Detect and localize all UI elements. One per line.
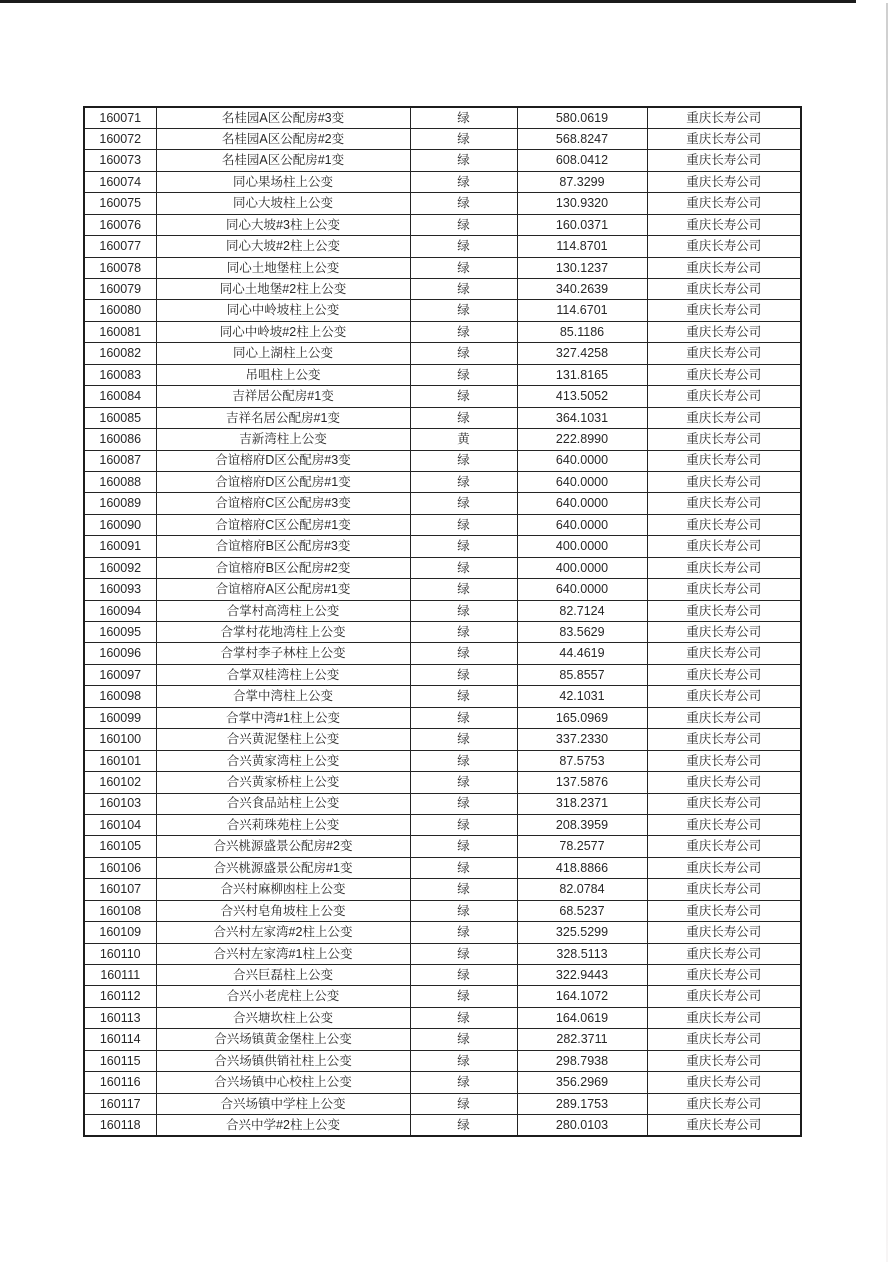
cell-name: 合兴巨磊柱上公变 (156, 965, 410, 986)
cell-status: 绿 (410, 879, 517, 900)
table-row (84, 879, 801, 900)
table-row (84, 814, 801, 835)
cell-id: 160103 (84, 793, 156, 814)
cell-name: 合谊榕府B区公配房#3变 (156, 536, 410, 557)
cell-value: 44.4619 (517, 643, 647, 664)
cell-id: 160106 (84, 857, 156, 878)
cell-value: 85.8557 (517, 664, 647, 685)
cell-status: 绿 (410, 600, 517, 621)
cell-status: 绿 (410, 622, 517, 643)
cell-name: 合掌中湾#1柱上公变 (156, 707, 410, 728)
cell-company: 重庆长寿公司 (647, 1050, 801, 1071)
cell-status: 绿 (410, 407, 517, 428)
cell-status: 绿 (410, 236, 517, 257)
cell-company: 重庆长寿公司 (647, 836, 801, 857)
cell-status: 绿 (410, 536, 517, 557)
cell-status: 绿 (410, 150, 517, 171)
cell-name: 同心土地堡柱上公变 (156, 257, 410, 278)
cell-status: 绿 (410, 214, 517, 235)
cell-company: 重庆长寿公司 (647, 814, 801, 835)
cell-company: 重庆长寿公司 (647, 257, 801, 278)
cell-name: 合兴桃源盛景公配房#2变 (156, 836, 410, 857)
cell-value: 640.0000 (517, 579, 647, 600)
table-row (84, 128, 801, 149)
cell-company: 重庆长寿公司 (647, 407, 801, 428)
table-row (84, 386, 801, 407)
cell-name: 合谊榕府B区公配房#2变 (156, 557, 410, 578)
cell-name: 合兴莉珠苑柱上公变 (156, 814, 410, 835)
cell-name: 合兴村左家湾#1柱上公变 (156, 943, 410, 964)
table-row (84, 257, 801, 278)
cell-company: 重庆长寿公司 (647, 321, 801, 342)
cell-status: 绿 (410, 364, 517, 385)
cell-value: 640.0000 (517, 471, 647, 492)
cell-id: 160108 (84, 900, 156, 921)
cell-value: 87.3299 (517, 171, 647, 192)
cell-value: 114.8701 (517, 236, 647, 257)
cell-name: 合兴黄家桥柱上公变 (156, 772, 410, 793)
cell-id: 160080 (84, 300, 156, 321)
cell-name: 合掌中湾柱上公变 (156, 686, 410, 707)
cell-company: 重庆长寿公司 (647, 622, 801, 643)
cell-status: 黄 (410, 429, 517, 450)
cell-name: 同心土地堡#2柱上公变 (156, 279, 410, 300)
cell-name: 合谊榕府D区公配房#1变 (156, 471, 410, 492)
cell-company: 重庆长寿公司 (647, 707, 801, 728)
cell-status: 绿 (410, 450, 517, 471)
cell-company: 重庆长寿公司 (647, 364, 801, 385)
cell-status: 绿 (410, 128, 517, 149)
cell-value: 137.5876 (517, 772, 647, 793)
cell-status: 绿 (410, 986, 517, 1007)
table-body (84, 107, 801, 1136)
cell-company: 重庆长寿公司 (647, 879, 801, 900)
cell-value: 164.1072 (517, 986, 647, 1007)
cell-company: 重庆长寿公司 (647, 214, 801, 235)
cell-value: 418.8866 (517, 857, 647, 878)
cell-value: 160.0371 (517, 214, 647, 235)
cell-company: 重庆长寿公司 (647, 579, 801, 600)
table-row (84, 450, 801, 471)
cell-id: 160081 (84, 321, 156, 342)
cell-id: 160084 (84, 386, 156, 407)
cell-name: 合谊榕府C区公配房#1变 (156, 514, 410, 535)
cell-name: 合兴村左家湾#2柱上公变 (156, 922, 410, 943)
cell-company: 重庆长寿公司 (647, 965, 801, 986)
cell-value: 68.5237 (517, 900, 647, 921)
cell-status: 绿 (410, 1029, 517, 1050)
cell-id: 160110 (84, 943, 156, 964)
cell-id: 160114 (84, 1029, 156, 1050)
table-row (84, 150, 801, 171)
cell-company: 重庆长寿公司 (647, 171, 801, 192)
cell-value: 298.7938 (517, 1050, 647, 1071)
cell-value: 608.0412 (517, 150, 647, 171)
cell-value: 130.1237 (517, 257, 647, 278)
cell-value: 87.5753 (517, 750, 647, 771)
scan-right-edge (886, 3, 888, 1262)
cell-id: 160117 (84, 1093, 156, 1114)
cell-id: 160112 (84, 986, 156, 1007)
cell-name: 合掌村高湾柱上公变 (156, 600, 410, 621)
cell-value: 413.5052 (517, 386, 647, 407)
cell-name: 吉新湾柱上公变 (156, 429, 410, 450)
table-row (84, 943, 801, 964)
cell-value: 114.6701 (517, 300, 647, 321)
cell-company: 重庆长寿公司 (647, 1093, 801, 1114)
cell-name: 吉祥名居公配房#1变 (156, 407, 410, 428)
cell-id: 160092 (84, 557, 156, 578)
cell-id: 160074 (84, 171, 156, 192)
cell-status: 绿 (410, 965, 517, 986)
cell-name: 合兴场镇供销社柱上公变 (156, 1050, 410, 1071)
table-row (84, 514, 801, 535)
table-row (84, 622, 801, 643)
cell-status: 绿 (410, 300, 517, 321)
transformer-table (83, 106, 802, 1137)
cell-value: 222.8990 (517, 429, 647, 450)
cell-value: 322.9443 (517, 965, 647, 986)
cell-id: 160102 (84, 772, 156, 793)
cell-name: 同心中岭坡#2柱上公变 (156, 321, 410, 342)
cell-name: 合兴黄家湾柱上公变 (156, 750, 410, 771)
table-row (84, 471, 801, 492)
cell-name: 名桂园A区公配房#3变 (156, 107, 410, 128)
cell-name: 吊咀柱上公变 (156, 364, 410, 385)
cell-id: 160107 (84, 879, 156, 900)
cell-name: 合兴场镇黄金堡柱上公变 (156, 1029, 410, 1050)
cell-status: 绿 (410, 579, 517, 600)
cell-company: 重庆长寿公司 (647, 471, 801, 492)
cell-id: 160101 (84, 750, 156, 771)
cell-company: 重庆长寿公司 (647, 600, 801, 621)
cell-company: 重庆长寿公司 (647, 729, 801, 750)
cell-value: 85.1186 (517, 321, 647, 342)
cell-company: 重庆长寿公司 (647, 1072, 801, 1093)
cell-id: 160078 (84, 257, 156, 278)
cell-id: 160118 (84, 1115, 156, 1136)
cell-name: 合兴桃源盛景公配房#1变 (156, 857, 410, 878)
cell-id: 160086 (84, 429, 156, 450)
cell-company: 重庆长寿公司 (647, 772, 801, 793)
cell-value: 318.2371 (517, 793, 647, 814)
cell-value: 364.1031 (517, 407, 647, 428)
cell-name: 合谊榕府A区公配房#1变 (156, 579, 410, 600)
cell-id: 160113 (84, 1007, 156, 1028)
cell-id: 160072 (84, 128, 156, 149)
cell-company: 重庆长寿公司 (647, 986, 801, 1007)
cell-value: 280.0103 (517, 1115, 647, 1136)
cell-company: 重庆长寿公司 (647, 450, 801, 471)
cell-name: 合兴塘坎柱上公变 (156, 1007, 410, 1028)
cell-company: 重庆长寿公司 (647, 279, 801, 300)
cell-value: 42.1031 (517, 686, 647, 707)
cell-company: 重庆长寿公司 (647, 686, 801, 707)
cell-company: 重庆长寿公司 (647, 793, 801, 814)
table-row (84, 686, 801, 707)
cell-status: 绿 (410, 772, 517, 793)
table-row (84, 536, 801, 557)
table-row (84, 707, 801, 728)
cell-company: 重庆长寿公司 (647, 900, 801, 921)
cell-company: 重庆长寿公司 (647, 386, 801, 407)
cell-name: 合兴食品站柱上公变 (156, 793, 410, 814)
cell-name: 名桂园A区公配房#2变 (156, 128, 410, 149)
cell-value: 82.7124 (517, 600, 647, 621)
cell-status: 绿 (410, 729, 517, 750)
cell-company: 重庆长寿公司 (647, 493, 801, 514)
cell-id: 160088 (84, 471, 156, 492)
cell-company: 重庆长寿公司 (647, 557, 801, 578)
cell-value: 356.2969 (517, 1072, 647, 1093)
cell-id: 160077 (84, 236, 156, 257)
table-row (84, 900, 801, 921)
cell-id: 160071 (84, 107, 156, 128)
table-row (84, 1115, 801, 1136)
cell-name: 吉祥居公配房#1变 (156, 386, 410, 407)
cell-id: 160109 (84, 922, 156, 943)
cell-status: 绿 (410, 750, 517, 771)
cell-status: 绿 (410, 643, 517, 664)
cell-id: 160093 (84, 579, 156, 600)
cell-value: 208.3959 (517, 814, 647, 835)
cell-company: 重庆长寿公司 (647, 922, 801, 943)
cell-name: 同心大坡#2柱上公变 (156, 236, 410, 257)
cell-id: 160115 (84, 1050, 156, 1071)
table-row (84, 300, 801, 321)
cell-name: 合兴黄泥堡柱上公变 (156, 729, 410, 750)
table-row (84, 364, 801, 385)
table-row (84, 922, 801, 943)
cell-status: 绿 (410, 471, 517, 492)
cell-name: 同心中岭坡柱上公变 (156, 300, 410, 321)
table-row (84, 579, 801, 600)
cell-status: 绿 (410, 514, 517, 535)
cell-name: 合掌双桂湾柱上公变 (156, 664, 410, 685)
cell-value: 400.0000 (517, 536, 647, 557)
cell-value: 580.0619 (517, 107, 647, 128)
table-row (84, 965, 801, 986)
table-row (84, 1050, 801, 1071)
table-row (84, 600, 801, 621)
cell-status: 绿 (410, 814, 517, 835)
table-row (84, 321, 801, 342)
cell-status: 绿 (410, 900, 517, 921)
cell-value: 400.0000 (517, 557, 647, 578)
cell-name: 同心大坡柱上公变 (156, 193, 410, 214)
cell-name: 合兴小老虎柱上公变 (156, 986, 410, 1007)
cell-value: 640.0000 (517, 514, 647, 535)
cell-name: 合掌村花地湾柱上公变 (156, 622, 410, 643)
table-row (84, 193, 801, 214)
cell-company: 重庆长寿公司 (647, 429, 801, 450)
cell-value: 282.3711 (517, 1029, 647, 1050)
table-row (84, 343, 801, 364)
table-row (84, 493, 801, 514)
cell-id: 160094 (84, 600, 156, 621)
cell-name: 合谊榕府C区公配房#3变 (156, 493, 410, 514)
table-row (84, 214, 801, 235)
cell-company: 重庆长寿公司 (647, 857, 801, 878)
cell-status: 绿 (410, 686, 517, 707)
cell-name: 合兴场镇中学柱上公变 (156, 1093, 410, 1114)
cell-company: 重庆长寿公司 (647, 536, 801, 557)
cell-status: 绿 (410, 171, 517, 192)
cell-name: 同心上湖柱上公变 (156, 343, 410, 364)
cell-id: 160116 (84, 1072, 156, 1093)
cell-value: 78.2577 (517, 836, 647, 857)
cell-name: 同心果场柱上公变 (156, 171, 410, 192)
cell-id: 160091 (84, 536, 156, 557)
cell-status: 绿 (410, 193, 517, 214)
cell-status: 绿 (410, 1115, 517, 1136)
cell-id: 160083 (84, 364, 156, 385)
table-row (84, 986, 801, 1007)
cell-company: 重庆长寿公司 (647, 750, 801, 771)
cell-status: 绿 (410, 343, 517, 364)
cell-value: 164.0619 (517, 1007, 647, 1028)
cell-company: 重庆长寿公司 (647, 1029, 801, 1050)
cell-id: 160089 (84, 493, 156, 514)
cell-status: 绿 (410, 386, 517, 407)
cell-status: 绿 (410, 943, 517, 964)
cell-status: 绿 (410, 1072, 517, 1093)
cell-value: 165.0969 (517, 707, 647, 728)
cell-value: 327.4258 (517, 343, 647, 364)
cell-id: 160076 (84, 214, 156, 235)
cell-status: 绿 (410, 664, 517, 685)
cell-company: 重庆长寿公司 (647, 943, 801, 964)
table-row (84, 836, 801, 857)
cell-name: 合兴场镇中心校柱上公变 (156, 1072, 410, 1093)
cell-id: 160111 (84, 965, 156, 986)
cell-name: 合谊榕府D区公配房#3变 (156, 450, 410, 471)
cell-value: 83.5629 (517, 622, 647, 643)
cell-id: 160075 (84, 193, 156, 214)
cell-name: 合掌村李子林柱上公变 (156, 643, 410, 664)
scan-top-edge (0, 0, 856, 3)
cell-status: 绿 (410, 257, 517, 278)
cell-status: 绿 (410, 707, 517, 728)
table-row (84, 664, 801, 685)
cell-status: 绿 (410, 836, 517, 857)
table-container (83, 106, 800, 1137)
cell-company: 重庆长寿公司 (647, 514, 801, 535)
cell-company: 重庆长寿公司 (647, 300, 801, 321)
cell-value: 340.2639 (517, 279, 647, 300)
cell-value: 337.2330 (517, 729, 647, 750)
cell-id: 160099 (84, 707, 156, 728)
cell-status: 绿 (410, 1007, 517, 1028)
cell-company: 重庆长寿公司 (647, 107, 801, 128)
cell-id: 160100 (84, 729, 156, 750)
cell-id: 160098 (84, 686, 156, 707)
table-row (84, 429, 801, 450)
cell-id: 160073 (84, 150, 156, 171)
cell-company: 重庆长寿公司 (647, 150, 801, 171)
cell-id: 160097 (84, 664, 156, 685)
cell-value: 131.8165 (517, 364, 647, 385)
cell-value: 82.0784 (517, 879, 647, 900)
cell-status: 绿 (410, 922, 517, 943)
cell-company: 重庆长寿公司 (647, 1115, 801, 1136)
cell-status: 绿 (410, 1050, 517, 1071)
cell-name: 名桂园A区公配房#1变 (156, 150, 410, 171)
cell-id: 160082 (84, 343, 156, 364)
cell-company: 重庆长寿公司 (647, 643, 801, 664)
cell-value: 130.9320 (517, 193, 647, 214)
table-row (84, 857, 801, 878)
cell-id: 160105 (84, 836, 156, 857)
cell-status: 绿 (410, 279, 517, 300)
table-row (84, 1093, 801, 1114)
table-row (84, 793, 801, 814)
cell-status: 绿 (410, 1093, 517, 1114)
table-row (84, 171, 801, 192)
table-row (84, 643, 801, 664)
cell-id: 160096 (84, 643, 156, 664)
cell-value: 328.5113 (517, 943, 647, 964)
cell-status: 绿 (410, 493, 517, 514)
cell-id: 160085 (84, 407, 156, 428)
cell-status: 绿 (410, 793, 517, 814)
cell-status: 绿 (410, 107, 517, 128)
cell-company: 重庆长寿公司 (647, 1007, 801, 1028)
table-row (84, 729, 801, 750)
cell-status: 绿 (410, 857, 517, 878)
cell-value: 640.0000 (517, 493, 647, 514)
cell-id: 160079 (84, 279, 156, 300)
table-row (84, 772, 801, 793)
table-row (84, 407, 801, 428)
cell-company: 重庆长寿公司 (647, 193, 801, 214)
table-row (84, 107, 801, 128)
table-row (84, 557, 801, 578)
cell-id: 160090 (84, 514, 156, 535)
cell-value: 640.0000 (517, 450, 647, 471)
cell-status: 绿 (410, 321, 517, 342)
cell-name: 合兴村皂角坡柱上公变 (156, 900, 410, 921)
cell-value: 289.1753 (517, 1093, 647, 1114)
cell-name: 合兴中学#2柱上公变 (156, 1115, 410, 1136)
cell-name: 合兴村麻柳凼柱上公变 (156, 879, 410, 900)
table-row (84, 236, 801, 257)
cell-name: 同心大坡#3柱上公变 (156, 214, 410, 235)
table-row (84, 1029, 801, 1050)
cell-status: 绿 (410, 557, 517, 578)
cell-company: 重庆长寿公司 (647, 664, 801, 685)
table-row (84, 1072, 801, 1093)
cell-company: 重庆长寿公司 (647, 236, 801, 257)
cell-value: 568.8247 (517, 128, 647, 149)
cell-company: 重庆长寿公司 (647, 343, 801, 364)
cell-id: 160095 (84, 622, 156, 643)
cell-value: 325.5299 (517, 922, 647, 943)
cell-company: 重庆长寿公司 (647, 128, 801, 149)
table-row (84, 750, 801, 771)
table-row (84, 279, 801, 300)
cell-id: 160087 (84, 450, 156, 471)
cell-id: 160104 (84, 814, 156, 835)
table-row (84, 1007, 801, 1028)
